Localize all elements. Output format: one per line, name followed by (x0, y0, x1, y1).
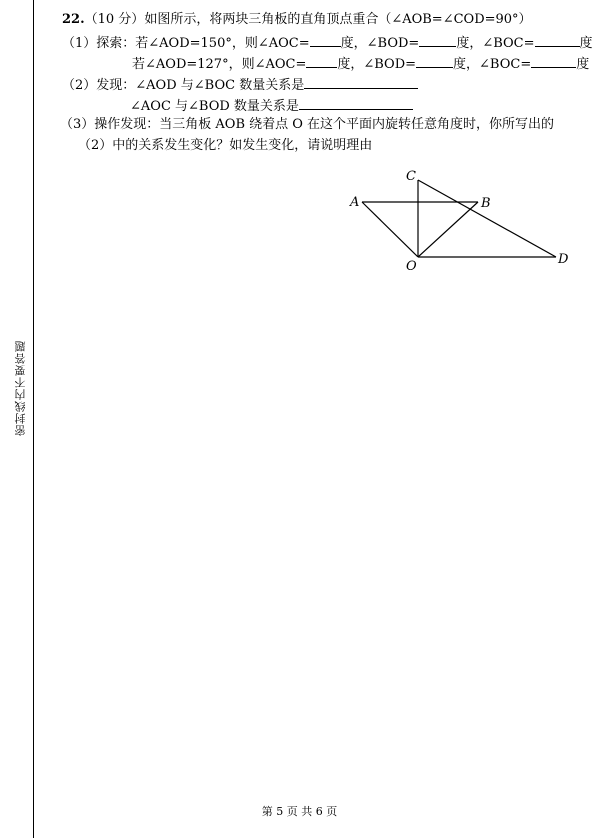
blank-rel2[interactable] (299, 96, 413, 110)
part1-line2-text-boc: 度，∠BOC= (453, 57, 532, 72)
question-header (62, 12, 532, 28)
part1-label: （1）探索： (62, 36, 136, 51)
part2-rel2: ∠AOC 与∠BOD 数量关系是 (130, 99, 299, 114)
blank-bod-1[interactable] (419, 33, 456, 47)
blank-boc-2[interactable] (531, 54, 576, 68)
part2-label: （2）发现： (62, 78, 136, 93)
blank-aoc-2[interactable] (306, 54, 337, 68)
blank-bod-2[interactable] (416, 54, 453, 68)
part3-line2: （2）中的关系发生变化？如发生变化，请说明理由 (78, 138, 373, 153)
segment-ao (362, 202, 418, 257)
part1-line2-text-bod: 度，∠BOD= (337, 57, 417, 72)
part3-line1: （3）操作发现：当三角板 AOB 绕着点 O 在这个平面内旋转任意角度时，你所写出的 (60, 117, 555, 132)
part2-line2 (130, 96, 413, 115)
part1-line1-unit: 度 (579, 36, 593, 51)
part1-line2 (132, 54, 589, 73)
question-number: 22. (62, 12, 85, 27)
label-a: A (350, 195, 360, 210)
question-score: （10 分） (84, 12, 145, 27)
blank-aoc-1[interactable] (310, 33, 341, 47)
segment-cd (418, 180, 556, 257)
blank-boc-1[interactable] (535, 33, 580, 47)
label-b: B (481, 196, 491, 211)
part1-line1 (62, 33, 593, 52)
label-o: O (406, 259, 417, 274)
binding-note: 密封线内不要答题 (14, 340, 27, 436)
part1-line1-text-boc: 度，∠BOC= (456, 36, 535, 51)
question-stem: 如图所示，将两块三角板的直角顶点重合（∠AOB=∠COD=90°） (144, 12, 532, 27)
part2-rel1: ∠AOD 与∠BOC 数量关系是 (135, 78, 305, 93)
part1-line2-given: 若∠AOD=127°，则∠AOC= (132, 57, 307, 72)
label-c: C (406, 169, 416, 184)
label-d: D (558, 252, 569, 267)
page-footer: 第 5 页 共 6 页 (261, 805, 338, 818)
segment-bo (418, 202, 478, 257)
part1-line1-text-bod: 度，∠BOD= (340, 36, 420, 51)
geometry-diagram (340, 160, 580, 275)
part1-line2-unit: 度 (576, 57, 590, 72)
binding-line (33, 0, 34, 838)
blank-rel1[interactable] (304, 75, 418, 89)
part1-line1-given: 若∠AOD=150°，则∠AOC= (135, 36, 310, 51)
part2-line1 (62, 75, 418, 94)
